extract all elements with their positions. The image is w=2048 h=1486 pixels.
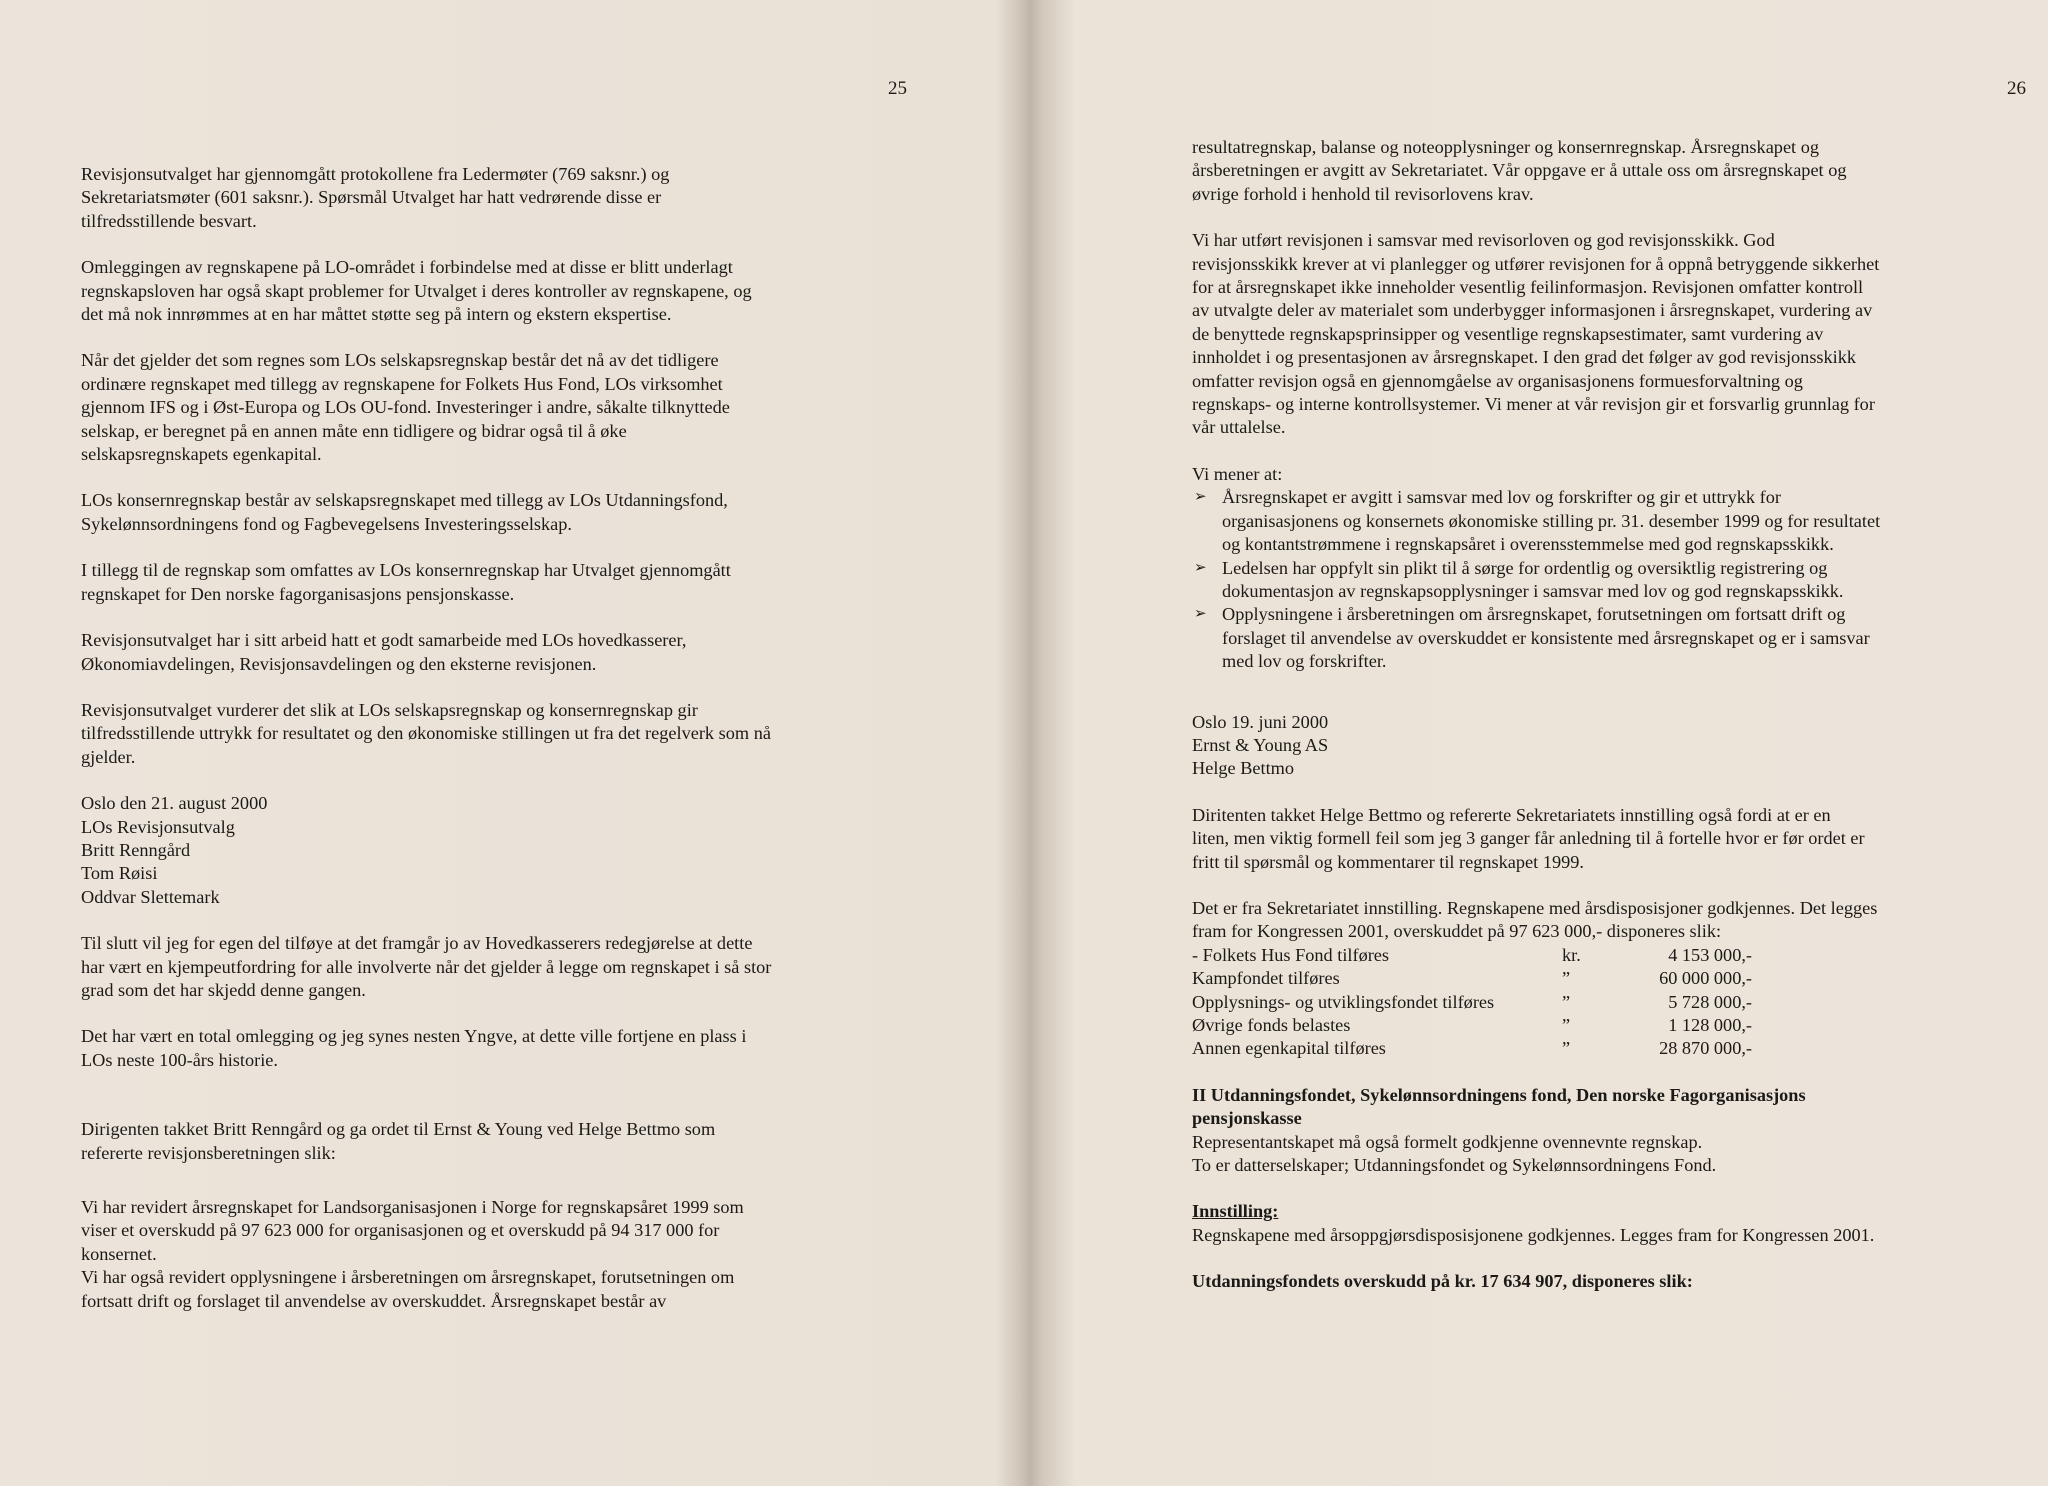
text-line: Revisjonsutvalget har gjennomgått protokollene fra Ledermøter (769 saksnr.) og (81, 164, 670, 184)
text-line: gjelder. (81, 746, 136, 767)
text-line: Representantskapet må også formelt godkjenne ovennevnte regnskap. (1192, 1131, 1703, 1152)
text-line: fortsatt drift og forslaget til anvendelse av overskuddet. Årsregnskapet består av (81, 1290, 667, 1311)
allocation-label: - Folkets Hus Fond tilføres (1192, 944, 1390, 965)
text-line: Vi har også revidert opplysningene i årsberetningen om årsregnskapet, forutsetningen om (81, 1267, 735, 1288)
text-line: Økonomiavdelingen, Revisjonsavdelingen og den eksterne revisjonen. (81, 653, 597, 674)
audit-report-start (81, 1196, 851, 1313)
allocation-amount: 60 000 000,- (1659, 968, 1752, 989)
text-line: organisasjonens og konsernets økonomiske stilling pr. 31. desember 1999 og for resultatet (1222, 510, 1881, 531)
allocation-row (1192, 991, 2007, 1014)
text-line: Til slutt vil jeg for egen del tilføye at det framgår jo av Hovedkasserers redegjørelse at dette (81, 933, 753, 954)
allocation-label: Kampfondet tilføres (1192, 968, 1340, 989)
paragraph (81, 489, 851, 536)
final-heading: Utdanningsfondets overskudd på kr. 17 634 907, disponeres slik: (1192, 1271, 1693, 1292)
page-number-left: 25 (888, 78, 907, 99)
text-line: Oddvar Slettemark (81, 886, 220, 907)
text-line: Når det gjelder det som regnes som LOs selskapsregnskap består det nå av det tidligere (81, 350, 719, 371)
auditor-signature (1192, 711, 2007, 781)
text-line: konsernet. (81, 1243, 157, 1264)
text-line: av utvalgte deler av materialet som underbygger informasjonen i årsregnskapet, vurdering av (1192, 300, 1873, 321)
text-line: Vi har revidert årsregnskapet for Landsorganisasjonen i Norge for regnskapsåret 1999 som (81, 1197, 744, 1217)
opinion-list (1192, 486, 2007, 673)
text-line: fram for Kongressen 2001, overskuddet på 97 623 000,- disponeres slik: (1192, 921, 1722, 942)
text-line: tilfredsstillende besvart. (81, 210, 257, 231)
text-line: med lov og forskrifter. (1222, 651, 1387, 672)
text-line: og kontantstrømmene i regnskapsåret i overensstemmelse med god regnskapsskikk. (1222, 534, 1834, 555)
text-line: Opplysningene i årsberetningen om årsregnskapet, forutsetningen om fortsatt drift og (1222, 604, 1846, 625)
right-page (1030, 0, 2048, 1486)
paragraph (81, 349, 851, 466)
left-paragraphs (81, 163, 851, 769)
text-line: selskap, er beregnet på en annen måte enn tidligere og bidrar også til å øke (81, 420, 627, 441)
chair-remarks (1192, 804, 2007, 874)
revision-committee-signature (81, 792, 851, 909)
text-line: årsberetningen er avgitt av Sekretariatet. Vår oppgave er å uttale oss om årsregnskapet og (1192, 160, 1847, 181)
paragraph (81, 699, 851, 769)
allocation-label: Annen egenkapital tilføres (1192, 1038, 1386, 1059)
recommendation-paragraph (1192, 897, 2007, 944)
text-line: revisjonsskikk krever at vi planlegger og utfører revisjonen for å oppnå betryggende sikkerhet (1192, 253, 1880, 274)
audit-report-continuation (1192, 136, 2007, 206)
text-line: for at årsregnskapet ikke inneholder vesentlig feilinformasjon. Revisjonen omfatter kontroll (1192, 277, 1864, 298)
recommendation-section (1192, 1200, 2007, 1247)
text-line: Ledelsen har oppfylt sin plikt til å sørge for ordentlig og oversiktlig registrering og (1222, 557, 1828, 578)
allocation-amount: 1 128 000,- (1668, 1015, 1752, 1035)
text-line: fritt til spørsmål og kommentarer til regnskapet 1999. (1192, 851, 1584, 872)
text-line: I tillegg til de regnskap som omfattes av LOs konsernregnskap har Utvalget gjennomgått (81, 560, 731, 581)
right-page-text (1192, 136, 2007, 1294)
allocation-currency: ” (1562, 968, 1571, 989)
paragraph (81, 559, 851, 606)
text-line: Tom Røisi (81, 863, 158, 884)
allocation-table (1192, 944, 2007, 1061)
allocation-row (1192, 1014, 2007, 1037)
recommendation-heading: Innstilling: (1192, 1201, 1279, 1222)
paragraph (81, 932, 851, 1002)
text-line: regnskaps- og interne kontrollsystemer. Vi mener at vår revisjon gir et forsvarlig grunnlag for (1192, 394, 1875, 415)
opinion-block (1192, 463, 2007, 674)
text-line: de benyttede regnskapsprinsipper og vesentlige regnskapsestimater, samt vurdering av (1192, 323, 1824, 344)
allocation-currency: ” (1562, 1038, 1571, 1059)
allocation-row (1192, 944, 2007, 967)
paragraph (81, 1025, 851, 1072)
paragraph (81, 163, 851, 233)
paragraph (81, 256, 851, 326)
text-line: ordinære regnskapet med tillegg av regnskapene for Folkets Hus Fond, LOs virksomhet (81, 373, 723, 394)
left-page (0, 0, 1015, 1486)
allocation-currency: ” (1562, 1015, 1571, 1035)
text-line: Helge Bettmo (1192, 758, 1295, 779)
text-line: liten, men viktig formell feil som jeg 3 ganger får anledning til å fortelle hvor er før ordet er (1192, 828, 1865, 849)
arrow-bullet-icon: ➢ (1194, 559, 1207, 576)
text-line: vår uttalelse. (1192, 417, 1286, 438)
text-line: innholdet i og presentasjonen av årsregnskapet. I den grad det følger av god revisjonsskikk (1192, 347, 1857, 368)
text-line: Diritenten takket Helge Bettmo og refererte Sekretariatets innstilling også fordi at er en (1192, 804, 1831, 825)
text-line: Oslo 19. juni 2000 (1192, 711, 1329, 732)
opinion-bullet (1192, 557, 2007, 604)
text-line: Vi har utført revisjonen i samsvar med revisorloven og god revisjonsskikk. God (1192, 230, 1775, 251)
text-line: Revisjonsutvalget har i sitt arbeid hatt et godt samarbeide med LOs hovedkasserer, (81, 630, 687, 651)
text-line: Årsregnskapet er avgitt i samsvar med lov og forskrifter og gir et uttrykk for (1222, 487, 1781, 508)
text-line: selskapsregnskapets egenkapital. (81, 444, 322, 465)
text-line: pensjonskasse (1192, 1108, 1302, 1129)
page-number-right: 26 (2007, 78, 2026, 99)
section-ii-block (1192, 1084, 2007, 1178)
text-line: dokumentasjon av regnskapsopplysninger i samsvar med lov og god regnskapsskikk. (1222, 580, 1844, 601)
recommendation-body: Regnskapene med årsoppgjørsdisposisjonene godkjennes. Legges fram for Kongressen 2001. (1192, 1224, 1875, 1245)
allocation-row (1192, 967, 2007, 990)
text-line: grad som det har skjedd denne gangen. (81, 979, 366, 1000)
text-line: II Utdanningsfondet, Sykelønnsordningens fond, Den norske Fagorganisasjons (1192, 1084, 1806, 1105)
text-line: Oslo den 21. august 2000 (81, 793, 268, 814)
text-line: Revisjonsutvalget vurderer det slik at LOs selskapsregnskap og konsernregnskap gir (81, 699, 698, 720)
text-line: viser et overskudd på 97 623 000 for organisasjonen og et overskudd på 94 317 000 for (81, 1220, 720, 1241)
recommendation-block (1192, 897, 2007, 1061)
text-line: To er datterselskaper; Utdanningsfondet og Sykelønnsordningens Fond. (1192, 1155, 1717, 1176)
opinion-bullet (1192, 486, 2007, 556)
opinion-heading: Vi mener at: (1192, 463, 1283, 484)
text-line: Ernst & Young AS (1192, 734, 1329, 755)
text-line: LOs konsernregnskap består av selskapsregnskapet med tillegg av LOs Utdanningsfond, (81, 490, 728, 511)
text-line: gjennom IFS og i Øst-Europa og LOs OU-fond. Investeringer i andre, såkalte tilknyttede (81, 397, 730, 418)
text-line: Britt Renngård (81, 839, 191, 860)
arrow-bullet-icon: ➢ (1194, 489, 1207, 506)
allocation-label: Øvrige fonds belastes (1192, 1015, 1351, 1035)
left-page-text (81, 163, 851, 1313)
text-line: regnskapet for Den norske fagorganisasjons pensjonskasse. (81, 583, 515, 604)
text-line: forslaget til anvendelse av overskuddet er konsistente med årsregnskapet og er i samsvar (1222, 627, 1870, 648)
audit-scope-paragraph (1192, 229, 2007, 440)
allocation-currency: ” (1562, 991, 1571, 1012)
text-line: LOs Revisjonsutvalg (81, 816, 235, 837)
text-line: Omleggingen av regnskapene på LO-området i forbindelse med at disse er blitt underlagt (81, 257, 733, 278)
text-line: Sekretariatsmøter (601 saksnr.). Spørsmål Utvalget har hatt vedrørende disse er (81, 187, 662, 208)
allocation-label: Opplysnings- og utviklingsfondet tilføres (1192, 991, 1495, 1012)
allocation-amount: 4 153 000,- (1668, 944, 1752, 965)
text-line: øvrige forhold i henhold til revisorlovens krav. (1192, 183, 1534, 204)
left-closing-paragraphs (81, 932, 851, 1072)
text-line: det må nok innrømmes at en har måttet støtte seg på intern og ekstern ekspertise. (81, 304, 672, 325)
allocation-row (1192, 1037, 2007, 1060)
allocation-amount: 5 728 000,- (1668, 991, 1752, 1012)
allocation-amount: 28 870 000,- (1659, 1038, 1752, 1059)
text-line: resultatregnskap, balanse og noteopplysninger og konsernregnskap. Årsregnskapet og (1192, 137, 1819, 157)
text-line: tilfredsstillende uttrykk for resultatet og den økonomiske stillingen ut fra det regelverk som nå (81, 723, 771, 744)
text-line: har vært en kjempeutfordring for alle involverte når det gjelder å legge om regnskapet i så stor (81, 956, 772, 977)
text-line: Det er fra Sekretariatet innstilling. Regnskapene med årsdisposisjoner godkjennes. Det legges (1192, 897, 1878, 918)
text-line: refererte revisjonsberetningen slik: (81, 1142, 336, 1163)
text-line: Dirigenten takket Britt Renngård og ga ordet til Ernst & Young ved Helge Bettmo som (81, 1119, 716, 1140)
text-line: Sykelønnsordningens fond og Fagbevegelsens Investeringsselskap. (81, 513, 572, 534)
chair-paragraph (81, 1118, 851, 1165)
allocation-currency: kr. (1562, 944, 1581, 965)
text-line: LOs neste 100-års historie. (81, 1049, 278, 1070)
text-line: Det har vært en total omlegging og jeg synes nesten Yngve, at dette ville fortjene en plass i (81, 1026, 747, 1047)
opinion-bullet (1192, 603, 2007, 673)
text-line: regnskapsloven har også skapt problemer for Utvalget i deres kontroller av regnskapene, og (81, 280, 752, 301)
arrow-bullet-icon: ➢ (1194, 606, 1207, 623)
paragraph (81, 629, 851, 676)
text-line: omfatter revisjon også en gjennomgåelse av organisasjonens formuesforvaltning og (1192, 370, 1803, 391)
